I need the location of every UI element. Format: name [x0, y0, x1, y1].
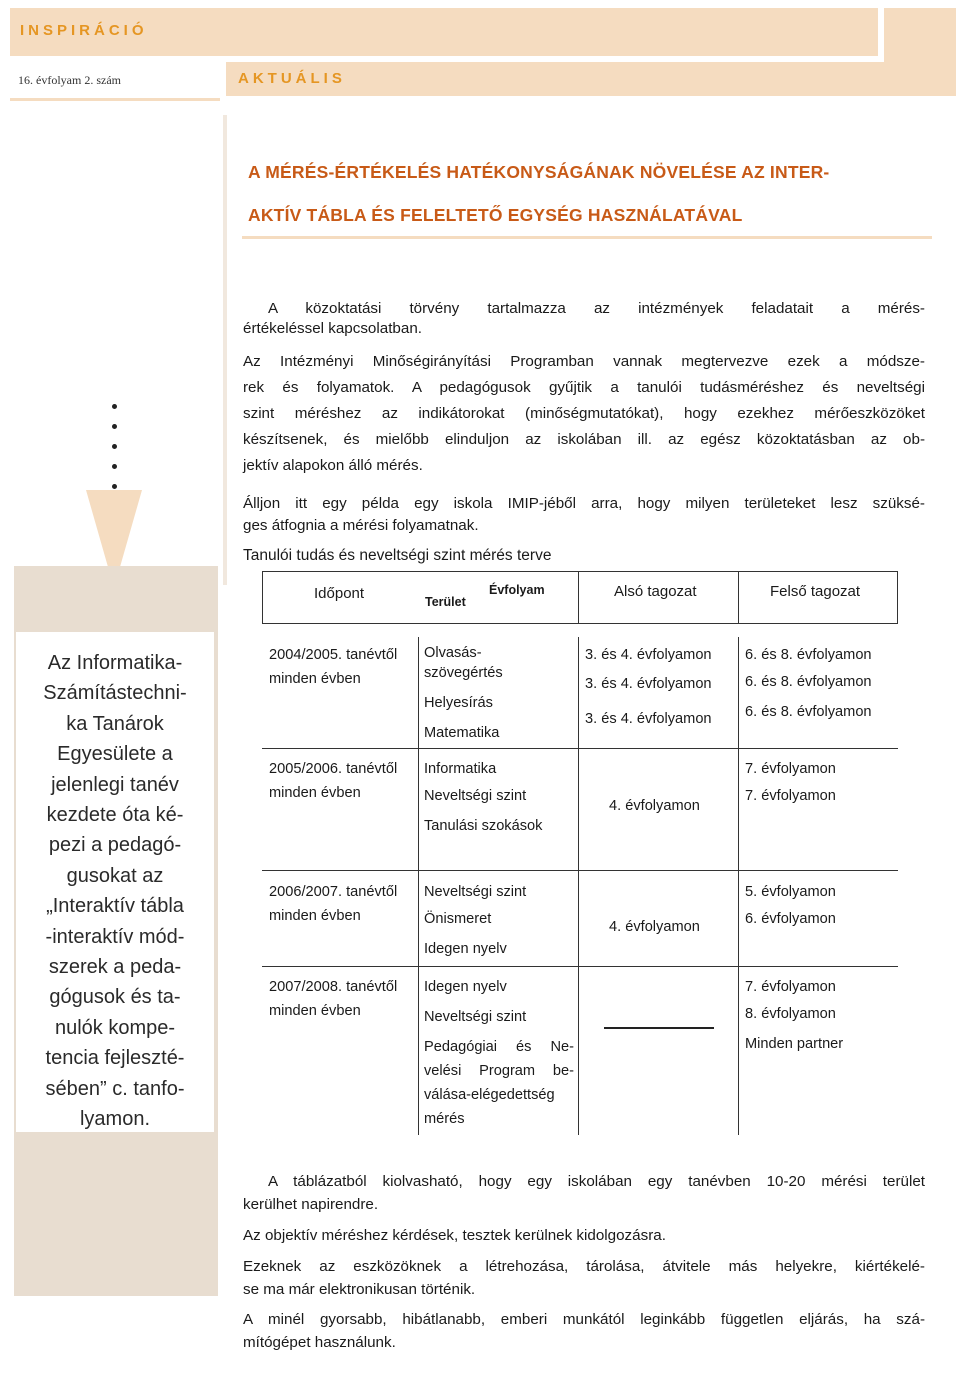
cell-felso: [745, 643, 872, 727]
sidebar-line: szerek a peda-: [48, 956, 182, 979]
title-divider: [242, 236, 932, 239]
cell-text: Neveltségi szint: [424, 884, 527, 900]
cell-felso: [745, 880, 836, 934]
cell-text: Neveltségi szint: [424, 788, 527, 804]
cell-also: [609, 794, 700, 818]
cell-text: 7. évfolyamon: [745, 788, 836, 804]
cell-text: 3. és 4. évfolyamon: [585, 676, 712, 692]
cell-idopont: [269, 880, 397, 928]
para-line: kerülhet napirendre.: [243, 1196, 379, 1213]
cell-text: Önismeret: [424, 911, 492, 927]
cell-text: 2007/2008. tanévtől: [269, 979, 398, 995]
cell-text: Idegen nyelv: [424, 979, 507, 995]
cell-text: 8. évfolyamon: [745, 1006, 836, 1022]
para-line: szint méréshez az indikátorokat (minőségmutatókat), hogy ezekhez mérőeszközöket: [243, 405, 925, 422]
cell-text: 5. évfolyamon: [745, 884, 836, 900]
cell-text: 7. évfolyamon: [745, 979, 836, 995]
accent-vertical-line: [223, 115, 227, 585]
sidebar-line: kezdete óta ké-: [46, 804, 184, 827]
sidebar-text: [18, 648, 212, 1135]
sidebar-line: jelenlegi tanév: [51, 773, 179, 796]
cell-idopont: [269, 975, 397, 1023]
table-title: Tanulói tudás és neveltségi szint mérés terve: [243, 547, 552, 564]
intro-paragraph: [243, 296, 925, 342]
cell-text: Idegen nyelv: [424, 941, 507, 957]
closing-para2: Az objektív méréshez kérdések, tesztek kerülnek kidolgozásra.: [243, 1227, 666, 1244]
cell-text: Helyesírás: [424, 695, 493, 711]
cell-text: Informatika: [424, 761, 497, 777]
cell-terulet: [424, 643, 503, 743]
sidebar-line: gusokat az: [66, 864, 164, 887]
cell-terulet: [424, 757, 542, 841]
intro-line: A közoktatási törvény tartalmazza az intézmények feladatait a mérés-: [268, 300, 925, 317]
cell-text: minden évben: [269, 1003, 361, 1019]
sidebar-line: nulók kompe-: [54, 1016, 176, 1039]
cell-text: 4. évfolyamon: [609, 798, 700, 814]
cell-text: 3. és 4. évfolyamon: [585, 647, 712, 663]
cell-felso: [745, 757, 836, 811]
paragraph-imip: [243, 349, 925, 479]
cell-text: Pedagógiai és Ne-: [424, 1039, 574, 1055]
header-rubric: AKTUÁLIS: [238, 70, 346, 87]
cell-text: szövegértés: [424, 665, 503, 681]
cell-text: velési Program be-: [424, 1063, 574, 1079]
sidebar-line: tencia fejleszté-: [45, 1047, 185, 1070]
cell-text: 4. évfolyamon: [609, 919, 700, 935]
para-line: se ma már elektronikusan történik.: [243, 1281, 476, 1298]
header-corner-box: [884, 8, 956, 64]
header-issue: 16. évfolyam 2. szám: [18, 73, 121, 87]
para-line: mítógépet használunk.: [243, 1334, 396, 1351]
sidebar-line: Az Informatika-: [47, 652, 183, 674]
cell-text: 6. évfolyamon: [745, 911, 836, 927]
cell-text: Minden partner: [745, 1036, 844, 1052]
sidebar-line: sében” c. tanfo-: [45, 1077, 185, 1100]
sidebar-line: ka Tanárok: [66, 712, 164, 735]
para-line: készítsenek, és mielőbb elinduljon az iskolában ill. az egész közoktatásban az ob-: [243, 431, 925, 448]
sidebar-line: Számítástechni-: [43, 682, 187, 705]
th-idopont: Időpont: [314, 585, 365, 602]
th-felso: Felső tagozat: [770, 583, 861, 600]
closing-para4: [243, 1308, 925, 1354]
cell-also: [609, 915, 700, 939]
cell-text: minden évben: [269, 785, 361, 801]
cell-text: Matematika: [424, 725, 500, 741]
cell-text: 7. évfolyamon: [745, 761, 836, 777]
para-line: Ezeknek az eszközöknek a létrehozása, tárolása, átvitele más helyekre, kiértékelé-: [243, 1258, 925, 1275]
cell-text: 6. és 8. évfolyamon: [745, 647, 872, 663]
cell-text: 2006/2007. tanévtől: [269, 884, 398, 900]
cell-text: Olvasás-: [424, 645, 482, 661]
para-line: jektív alapokon álló mérés.: [243, 457, 423, 474]
th-evfolyam: Évfolyam: [489, 583, 545, 597]
paragraph-example: [243, 491, 925, 539]
cell-text: 6. és 8. évfolyamon: [745, 704, 872, 720]
sidebar-line: pezi a pedagó-: [48, 834, 182, 857]
para-line: A táblázatból kiolvasható, hogy egy iskolában egy tanévben 10-20 mérési terület: [268, 1173, 925, 1190]
cell-terulet: [424, 880, 526, 964]
article-title-line1: A MÉRÉS-ÉRTÉKELÉS HATÉKONYSÁGÁNAK NÖVELÉSE AZ INTER-: [248, 162, 830, 182]
cell-text: 2005/2006. tanévtől: [269, 761, 398, 777]
sidebar-line: Egyesülete a: [57, 743, 173, 766]
para-line: A minél gyorsabb, hibátlanabb, emberi munkától leginkább független eljárás, ha szá-: [243, 1311, 925, 1328]
cell-text: minden évben: [269, 908, 361, 924]
article-title-line2: AKTÍV TÁBLA ÉS FELELTETŐ EGYSÉG HASZNÁLATÁVAL: [248, 205, 743, 225]
cell-text: 3. és 4. évfolyamon: [585, 710, 712, 727]
sidebar-line: gógusok és ta-: [49, 986, 181, 1009]
sidebar-line: lyamon.: [79, 1108, 151, 1131]
cell-idopont: [269, 643, 397, 691]
bullet-dots: [109, 404, 121, 494]
cell-text: Tanulási szokások: [424, 818, 543, 834]
para-line: Az Intézményi Minőségirányítási Programban vannak megtervezve ezek a módsze-: [243, 353, 925, 370]
cell-text: mérés: [424, 1111, 465, 1127]
closing-para1: [243, 1170, 925, 1216]
th-also: Alsó tagozat: [614, 583, 697, 600]
cell-also: [585, 643, 712, 736]
cell-text: 6. és 8. évfolyamon: [745, 674, 872, 690]
th-terulet: Terület: [425, 595, 466, 609]
para-line: ges átfognia a mérési folyamatnak.: [243, 517, 479, 534]
sidebar-line: „Interaktív tábla: [46, 895, 184, 918]
cell-idopont: [269, 757, 397, 805]
sidebar-line: -interaktív mód-: [45, 925, 185, 948]
cell-text: minden évben: [269, 671, 361, 687]
para-line: rek és folyamatok. A pedagógusok gyűjtik a tanulói tudásméréshez és neveltségi: [243, 379, 925, 396]
cell-felso: [745, 975, 843, 1059]
cell-text: válása-elégedettség: [424, 1087, 555, 1103]
intro-line: értékeléssel kapcsolatban.: [243, 320, 422, 337]
header-section-title: INSPIRÁCIÓ: [20, 22, 148, 39]
cell-text: Neveltségi szint: [424, 1009, 527, 1025]
closing-para3: [243, 1255, 925, 1301]
para-line: Álljon itt egy példa egy iskola IMIP-jéből arra, hogy milyen területeket lesz szüksé-: [243, 495, 925, 512]
cell-terulet: [424, 975, 574, 1131]
cell-text: 2004/2005. tanévtől: [269, 647, 398, 663]
